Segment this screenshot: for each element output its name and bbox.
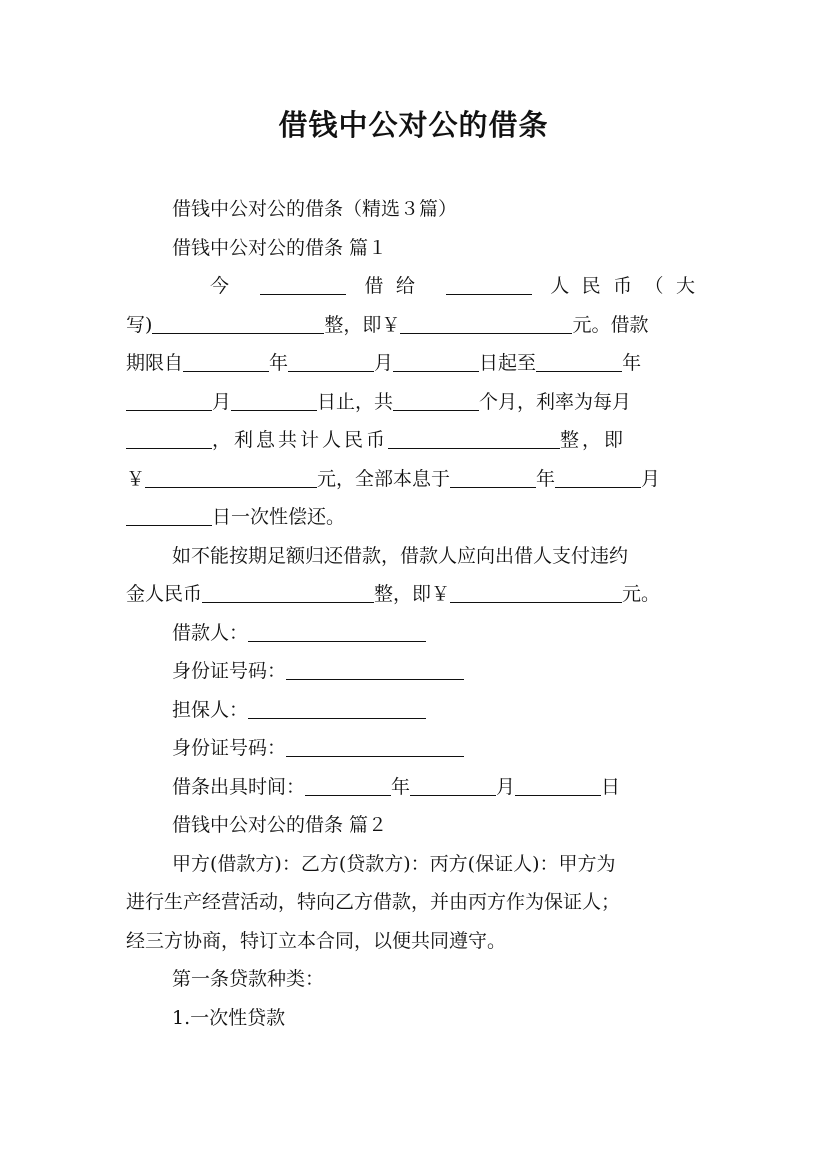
blank-field (450, 580, 622, 603)
blank-field (393, 349, 479, 372)
blank-field (410, 773, 496, 796)
loan-paragraph-line: 写) 整，即￥ 元。借款 (126, 306, 701, 345)
blank-field (286, 657, 464, 680)
contract-paragraph-line: 进行生产经营活动，特向乙方借款，并由丙方作为保证人； (126, 891, 621, 913)
blank-field (388, 426, 560, 449)
loan-paragraph-line: ，利息共计人民币 整，即 (126, 421, 701, 460)
blank-field (248, 619, 426, 642)
loan-paragraph-line: 月 日止，共 个月，利率为每月 (126, 383, 701, 422)
blank-field (450, 465, 536, 488)
penalty-paragraph-line: 如不能按期足额归还借款，借款人应向出借人支付违约 (172, 544, 629, 567)
loan-paragraph-line: 今 借给 人民币（大 (126, 267, 701, 306)
section-heading-1: 借钱中公对公的借条 篇１ (172, 236, 388, 259)
blank-field (183, 349, 269, 372)
guarantor-id-field: 身份证号码： (126, 729, 701, 768)
blank-field (400, 311, 572, 334)
penalty-paragraph-line: 金人民币 整，即￥ 元。 (126, 575, 701, 614)
article-heading: 第一条贷款种类： (172, 968, 325, 990)
blank-field (305, 773, 391, 796)
blank-field (126, 426, 212, 449)
blank-field (248, 696, 426, 719)
loan-paragraph-line: 日一次性偿还。 (126, 498, 701, 537)
blank-field (536, 349, 622, 372)
subtitle: 借钱中公对公的借条（精选３篇） (172, 198, 458, 220)
blank-field (393, 388, 479, 411)
blank-field (152, 311, 324, 334)
blank-field (446, 272, 532, 295)
issue-date-field: 借条出具时间： 年 月 日 (126, 768, 701, 807)
blank-field (288, 349, 374, 372)
blank-field (202, 580, 374, 603)
list-item: 1.一次性贷款 (172, 1006, 286, 1029)
blank-field (260, 272, 346, 295)
section-heading-2: 借钱中公对公的借条 篇２ (172, 814, 388, 836)
document-body (126, 190, 701, 1037)
blank-field (555, 465, 641, 488)
contract-paragraph-line: 甲方(借款方)：乙方(贷款方)：丙方(保证人)：甲方为 (172, 852, 616, 875)
borrower-id-field: 身份证号码： (126, 652, 701, 691)
loan-paragraph-line: 期限自 年 月 日起至 年 (126, 344, 701, 383)
document-title: 借钱中公对公的借条 (278, 108, 549, 142)
blank-field (515, 773, 601, 796)
blank-field (231, 388, 317, 411)
blank-field (126, 503, 212, 526)
blank-field (286, 734, 464, 757)
borrower-field: 借款人： (126, 614, 701, 653)
loan-paragraph-line: ￥ 元，全部本息于 年 月 (126, 460, 701, 499)
blank-field (126, 388, 212, 411)
blank-field (145, 465, 317, 488)
contract-paragraph-line: 经三方协商，特订立本合同，以便共同遵守。 (126, 929, 507, 952)
guarantor-field: 担保人： (126, 691, 701, 730)
